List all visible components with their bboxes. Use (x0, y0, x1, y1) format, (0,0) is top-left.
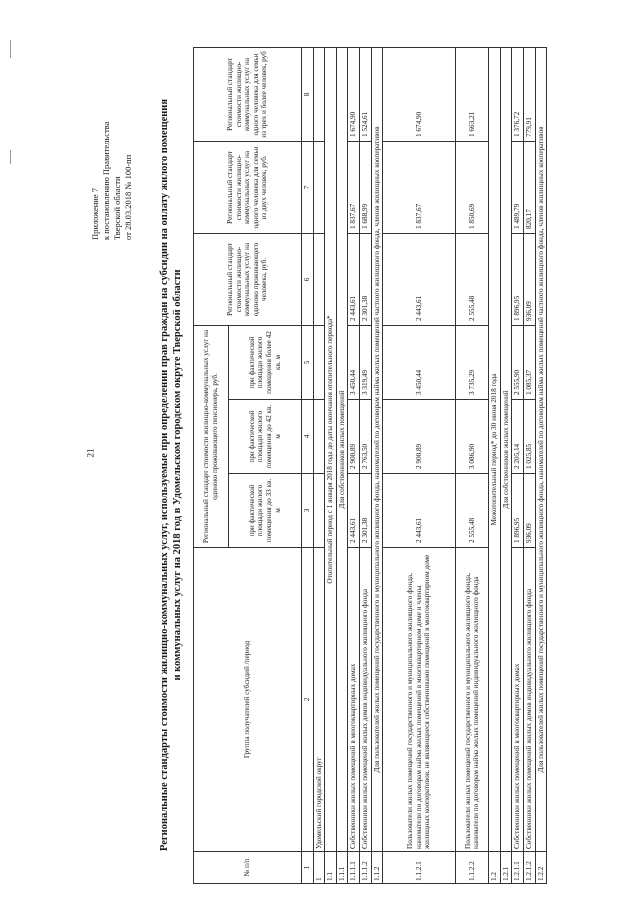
row-number: 1.2.1.1 (512, 852, 524, 884)
value-cell: 2 555,48 (456, 233, 489, 325)
row-number: 1.1 (325, 852, 337, 884)
table-row (359, 47, 371, 883)
row-number: 1.2.2 (535, 852, 547, 884)
value-cell: 779,91 (523, 47, 535, 141)
row-number: 1.1.2.1 (383, 852, 456, 884)
appendix-line: от 28.03.2018 № 100-пп (123, 154, 133, 240)
table-row (500, 47, 512, 883)
row-number: 1.2.1 (500, 852, 512, 884)
title-line: Региональные стандарты стоимости жилищно-коммунальных услуг, используемые при определении прав граждан на субсидии на оплату жилого помещения (159, 98, 170, 852)
value-cell: 2 900,89 (348, 400, 360, 474)
row-label: Пользователи жилых помещений государственного и муниципального жилищного фонда, наниматели по договорам найма жилых помещений в многоквартирном доме и члены жилищных кооперативов, не являющиеся собственниками помещений в многоквартирном доме (383, 548, 456, 852)
table-row (313, 47, 325, 883)
value-cell: 2 900,89 (383, 400, 456, 474)
value-cell: 1 837,67 (348, 141, 360, 233)
standards-table (193, 47, 547, 884)
page-number: 21 (85, 448, 96, 458)
table-row (371, 47, 383, 883)
table-row (535, 47, 547, 883)
value-cell: 820,17 (523, 141, 535, 233)
header-pensioner-group: Региональный стандарт стоимости жилищно-коммунальных услуг на одиноко проживающего пенсионера, руб. (194, 325, 229, 547)
value-cell: 1 025,85 (523, 400, 535, 474)
section-label: Для собственников жилых помещений (336, 47, 348, 851)
header-num: № п/п (194, 852, 302, 884)
value-cell: 1 896,95 (512, 474, 524, 548)
table-row (383, 47, 456, 883)
column-number: 1 (302, 852, 314, 884)
table-row (336, 47, 348, 883)
value-cell: 1 085,37 (523, 325, 535, 399)
value-cell: 3 319,49 (359, 325, 371, 399)
row-label: Удомельский городской округ (313, 548, 325, 852)
row-label: Пользователи жилых помещений государственного и муниципального жилищного фонда, наниматели по договорам найма жилых помещений индивидуального жилищного фонда (456, 548, 489, 852)
value-cell: 2 555,48 (456, 474, 489, 548)
row-number: 1 (313, 852, 325, 884)
table-row (489, 47, 501, 883)
value-cell: 2 555,90 (512, 325, 524, 399)
row-number: 1.1.1.1 (348, 852, 360, 884)
value-cell: 2 205,14 (512, 400, 524, 474)
row-label: Собственники жилых помещений в многоквартирных домах (348, 548, 360, 852)
header-family-three: Региональный стандарт стоимости жилищно-коммунальных услуг на одного человека для семьи из трех и более человек, руб (194, 47, 302, 141)
row-number: 1.2.1.2 (523, 852, 535, 884)
value-cell: 2 443,61 (348, 474, 360, 548)
section-label: Для пользователей жилых помещений государственного и муниципального жилищного фонда, нанимателей по договорам найма жилых помещений частного жилищного фонда, членов жилищных кооперативов (371, 47, 383, 851)
value-cell: 936,09 (523, 474, 535, 548)
value-cell: 1 674,90 (383, 47, 456, 141)
row-label: Собственники жилых помещений жилых домов индивидуального жилищного фонда (359, 548, 371, 852)
value-cell: 2 301,38 (359, 233, 371, 325)
column-number: 2 (302, 548, 314, 852)
value-cell: 2 443,61 (383, 474, 456, 548)
column-number: 7 (302, 141, 314, 233)
column-number: 3 (302, 474, 314, 548)
value-cell: 3 450,44 (383, 325, 456, 399)
header-area-42: при фактической площади жилого помещения до 42 кв. м (229, 400, 302, 474)
appendix-block (90, 122, 134, 240)
appendix-line: к постановлению Правительства (101, 121, 111, 240)
row-number: 1.1.1 (336, 852, 348, 884)
column-number: 6 (302, 233, 314, 325)
row-number: 1.1.2.2 (456, 852, 489, 884)
value-cell: 1 837,67 (383, 141, 456, 233)
value-cell: 1 663,21 (456, 47, 489, 141)
section-label: Для пользователей жилых помещений государственного и муниципального жилищного фонда, нанимателей по договорам найма жилых помещений частного жилищного фонда, членов жилищных кооперативов (535, 47, 547, 851)
column-number: 8 (302, 47, 314, 141)
table-row (456, 47, 489, 883)
value-cell: 3 086,90 (456, 400, 489, 474)
header-group: Группа получателей субсидий /период (194, 548, 302, 852)
column-number: 4 (302, 400, 314, 474)
value-cell: 2 443,61 (348, 233, 360, 325)
header-family-two: Региональный стандарт стоимости жилищно-коммунальных услуг на одного человека для семьи из двух человек, руб. (194, 141, 302, 233)
document-title (158, 65, 184, 885)
value-cell: 1 489,79 (512, 141, 524, 233)
value-cell: 1 896,95 (512, 233, 524, 325)
value-cell: 2 443,61 (383, 233, 456, 325)
column-number: 5 (302, 325, 314, 399)
value-cell: 1 524,61 (359, 47, 371, 141)
section-label: Отопительный период с 1 января 2018 года до даты окончания отопительного периода* (325, 47, 337, 851)
header-area-over-42: при фактической площади жилого помещения более 42 кв. м (229, 325, 302, 399)
row-number: 1.1.2 (371, 852, 383, 884)
value-cell: 936,09 (523, 233, 535, 325)
section-label: Для собственников жилых помещений (500, 47, 512, 851)
row-number: 1.2 (489, 852, 501, 884)
table-row (523, 47, 535, 883)
table-row (348, 47, 360, 883)
value-cell: 3 450,44 (348, 325, 360, 399)
value-cell: 2 763,50 (359, 400, 371, 474)
header-single: Региональный стандарт стоимости жилищно-коммунальных услуг на одиноко проживающего человека, руб. (194, 233, 302, 325)
title-line: и коммунальных услуг на 2018 год в Удомельском городском округе Тверской области (172, 269, 183, 681)
value-cell: 1 688,99 (359, 141, 371, 233)
value-cell: 1 850,69 (456, 141, 489, 233)
appendix-line: Тверской области (112, 176, 122, 240)
row-number: 1.1.1.2 (359, 852, 371, 884)
value-cell: 2 301,38 (359, 474, 371, 548)
value-cell: 1 674,90 (348, 47, 360, 141)
row-label: Собственники жилых помещений в многоквартирных домах (512, 548, 524, 852)
appendix-line: Приложение 7 (90, 188, 100, 240)
table-row (325, 47, 337, 883)
row-label: Собственники жилых помещений жилых домов индивидуального жилищного фонда (523, 548, 535, 852)
section-label: Межотопительный период* до 30 июня 2018 года (489, 47, 501, 851)
table-row (512, 47, 524, 883)
value-cell: 3 735,29 (456, 325, 489, 399)
header-area-33: при фактической площади жилого помещения до 33 кв. м (229, 474, 302, 548)
value-cell: 1 376,72 (512, 47, 524, 141)
